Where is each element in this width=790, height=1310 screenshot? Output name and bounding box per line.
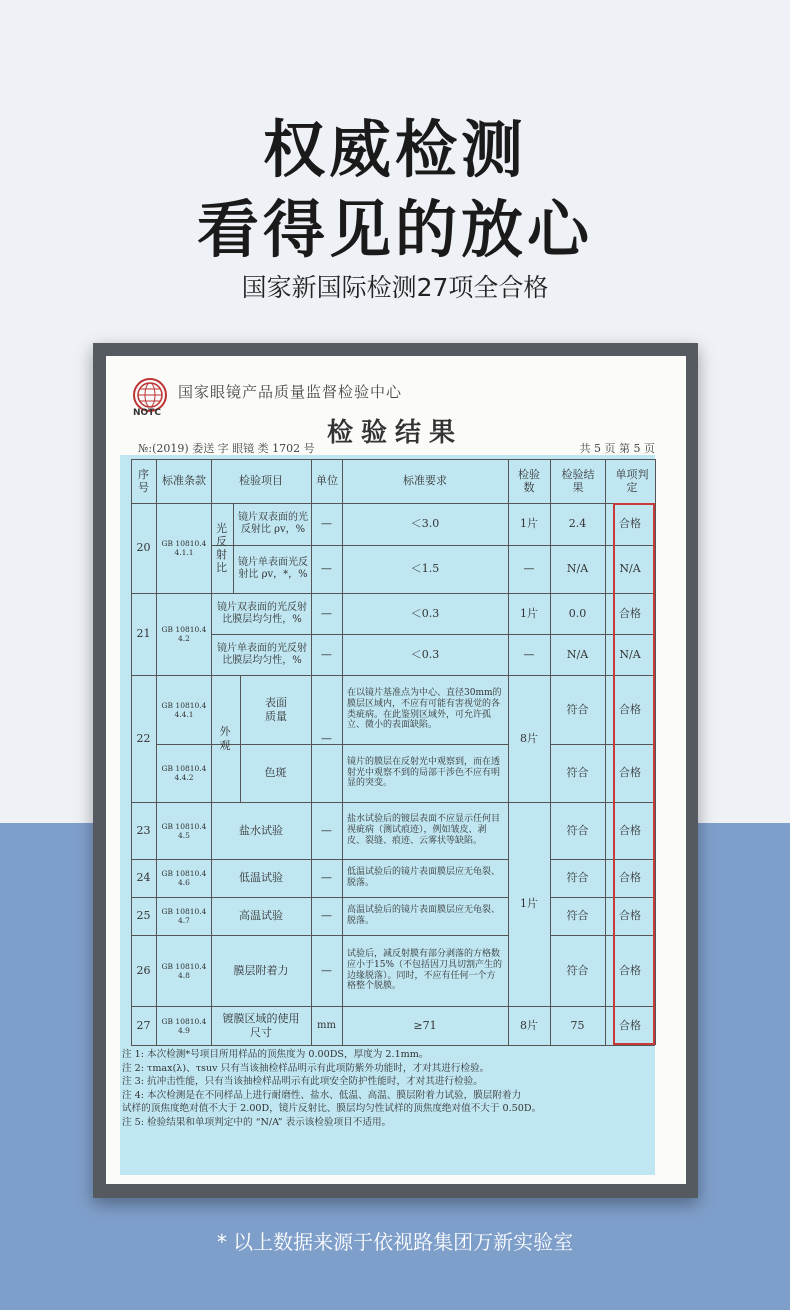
rows-23-26-qty: 1片 [520, 897, 538, 911]
row-22b-requirement: 镜片的膜层在反射光中观察到，而在透射光中观察不到的局部干涉色不应有明显的突变。 [347, 756, 501, 789]
col-header-requirement: 标准要求 [403, 474, 447, 488]
source-footnote: * 以上数据来源于依视路集团万新实验室 [216, 1230, 574, 1254]
row-24-requirement: 低温试验后的镜片表面膜层应无龟裂、脱落。 [347, 867, 501, 888]
row-27-result: 75 [570, 1018, 585, 1032]
row-24-unit: — [321, 871, 332, 885]
inspection-center-name: 国家眼镜产品质量监督检验中心 [178, 383, 403, 401]
row-25-no: 25 [136, 909, 151, 923]
row-26-no: 26 [136, 963, 151, 977]
row-20a-requirement: ＜3.0 [410, 517, 440, 531]
row-20a-judgement: 合格 [619, 517, 641, 531]
note-line: 注 2: τmax(λ)、τsuv 只有当该抽检样品明示有此项防紫外功能时，才对其进行检验。 [122, 1062, 490, 1074]
note-line: 注 4: 本次检测是在不同样品上进行耐磨性、盐水、低温、高温、膜层附着力试验，膜层附着力 [122, 1089, 522, 1101]
row-20-clause: GB 10810.4 4.1.1 [161, 539, 207, 557]
row-21a-judgement: 合格 [619, 606, 641, 620]
row-21b-judgement: N/A [619, 647, 641, 661]
row-21b-requirement: ＜0.3 [410, 647, 440, 661]
row-22a-item: 表面质量 [265, 696, 287, 723]
row-23-unit: — [321, 823, 332, 837]
row-25-result: 符合 [566, 909, 589, 923]
row-23-result: 符合 [566, 823, 589, 837]
row-27-unit: mm [317, 1019, 336, 1031]
row-27-clause: GB 10810.4 4.9 [161, 1016, 207, 1035]
note-line: 试样的顶焦度绝对值不大于 2.00D，镜片反射比、膜层均匀性试样的顶焦度绝对值不大于 0.50D。 [122, 1103, 542, 1114]
headline-line-2: 看得见的放心 [196, 193, 593, 266]
row-20b-result: N/A [566, 562, 589, 576]
row-22b-clause: GB 10810.4 4.4.2 [161, 764, 207, 782]
globe-logo-icon [133, 378, 167, 412]
col-header-judgement: 单项判定 [615, 467, 649, 494]
row-20a-item: 镜片双表面的光反射比 ρv，% [238, 512, 308, 535]
row-27-judgement: 合格 [619, 1018, 641, 1032]
row-25-item: 高温试验 [239, 909, 283, 923]
row-26-judgement: 合格 [619, 963, 641, 977]
row-25-requirement: 高温试验后的镜片表面膜层应无龟裂、脱落。 [347, 905, 501, 926]
row-22b-item: 色斑 [264, 766, 287, 780]
judgement-highlight-box [613, 503, 655, 1045]
row-22b-result: 符合 [566, 766, 589, 780]
row-22-unit: — [321, 731, 332, 745]
row-27-qty: 8片 [520, 1018, 538, 1032]
row-21-no: 21 [136, 627, 151, 641]
col-header-no: 序号 [138, 467, 149, 494]
logo-text: NOTC [133, 408, 161, 418]
row-20b-qty: — [523, 562, 535, 576]
row-21b-unit: — [321, 647, 332, 661]
row-21a-qty: 1片 [520, 606, 538, 620]
row-24-clause: GB 10810.4 4.6 [161, 869, 207, 887]
document-number: №:(2019) 委送 字 眼镜 类 1702 号 [138, 442, 315, 455]
row-25-clause: GB 10810.4 4.7 [161, 907, 207, 925]
row-26-requirement: 试验后，减反射膜有部分剥落的方格数应小于15%（不包括因刀具切割产生的边缘脱落）。同时，不应有任何一个方格整个脱膜。 [347, 948, 503, 992]
row-23-judgement: 合格 [619, 823, 641, 837]
note-line: 注 1: 本次检测*号项目所用样品的顶焦度为 0.00DS，厚度为 2.1mm。 [122, 1049, 429, 1060]
row-22-qty: 8片 [520, 731, 538, 745]
row-22-no: 22 [136, 731, 151, 745]
row-21b-result: N/A [566, 647, 589, 661]
row-20b-requirement: ＜1.5 [410, 562, 440, 576]
row-22a-result: 符合 [566, 702, 589, 716]
row-24-item: 低温试验 [239, 871, 283, 885]
row-20-group: 光反射比 [216, 521, 227, 575]
row-21b-qty: — [523, 647, 535, 661]
row-21-clause: GB 10810.4 4.2 [161, 625, 207, 643]
row-25-judgement: 合格 [619, 909, 641, 923]
col-header-unit: 单位 [316, 474, 338, 488]
row-22a-clause: GB 10810.4 4.4.1 [161, 700, 207, 719]
row-22a-requirement: 在以镜片基准点为中心、直径30mm的膜层区域内，不应有可能有害视觉的各类疵病。在此鉴别区域外，可允许孤立、微小的表面缺陷。 [347, 687, 502, 731]
row-20b-item: 镜片单表面光反射比 ρv，*，% [238, 557, 308, 580]
row-26-item: 膜层附着力 [233, 963, 289, 977]
row-21a-item: 镜片双表面的光反射比膜层均匀性，% [217, 602, 307, 625]
row-23-requirement: 盐水试验后的镀层表面不应显示任何目视疵病（测试痕迹），例如皱皮、剥皮、裂缝、痕迹、云雾状等缺陷。 [347, 814, 501, 846]
col-header-clause: 标准条款 [162, 474, 206, 488]
col-header-qty: 检验数 [518, 467, 540, 494]
row-24-result: 符合 [566, 871, 589, 885]
row-23-no: 23 [136, 823, 151, 837]
row-20-no: 20 [136, 541, 151, 555]
row-23-item: 盐水试验 [239, 823, 283, 837]
subtitle: 国家新国际检测27项全合格 [241, 273, 549, 302]
row-26-result: 符合 [566, 963, 589, 977]
row-20b-unit: — [321, 562, 332, 576]
headline-line-1: 权威检测 [262, 113, 527, 186]
row-26-unit: — [321, 963, 332, 977]
row-27-requirement: ≥71 [413, 1018, 437, 1032]
note-line: 注 3: 抗冲击性能，只有当该抽检样品明示有此项安全防护性能时，才对其进行检验。 [122, 1076, 483, 1087]
row-24-no: 24 [136, 871, 151, 885]
row-27-item: 镀膜区域的使用尺寸 [222, 1012, 300, 1039]
row-21b-item: 镜片单表面的光反射比膜层均匀性，% [217, 642, 307, 666]
row-22b-judgement: 合格 [619, 766, 641, 780]
row-26-clause: GB 10810.4 4.8 [161, 961, 207, 980]
row-20a-qty: 1片 [520, 517, 538, 531]
row-25-unit: — [321, 909, 332, 923]
note-line: 注 5: 检验结果和单项判定中的 “N/A” 表示该检验项目不适用。 [122, 1116, 392, 1128]
document-title: 检验结果 [326, 418, 463, 448]
notes-block [122, 1048, 662, 1129]
row-22a-judgement: 合格 [619, 702, 641, 716]
row-23-clause: GB 10810.4 4.5 [161, 821, 207, 840]
col-header-item: 检验项目 [239, 474, 283, 488]
row-20b-judgement: N/A [619, 562, 641, 576]
row-20a-unit: — [321, 517, 332, 531]
row-20a-result: 2.4 [568, 517, 587, 531]
col-header-result: 检验结果 [561, 467, 595, 494]
row-27-no: 27 [136, 1018, 151, 1032]
row-22-group: 外观 [219, 725, 231, 752]
row-21a-unit: — [321, 606, 332, 620]
row-21a-requirement: ＜0.3 [410, 606, 440, 620]
page-count: 共 5 页 第 5 页 [579, 442, 655, 455]
row-21a-result: 0.0 [568, 606, 587, 620]
row-24-judgement: 合格 [619, 871, 641, 885]
